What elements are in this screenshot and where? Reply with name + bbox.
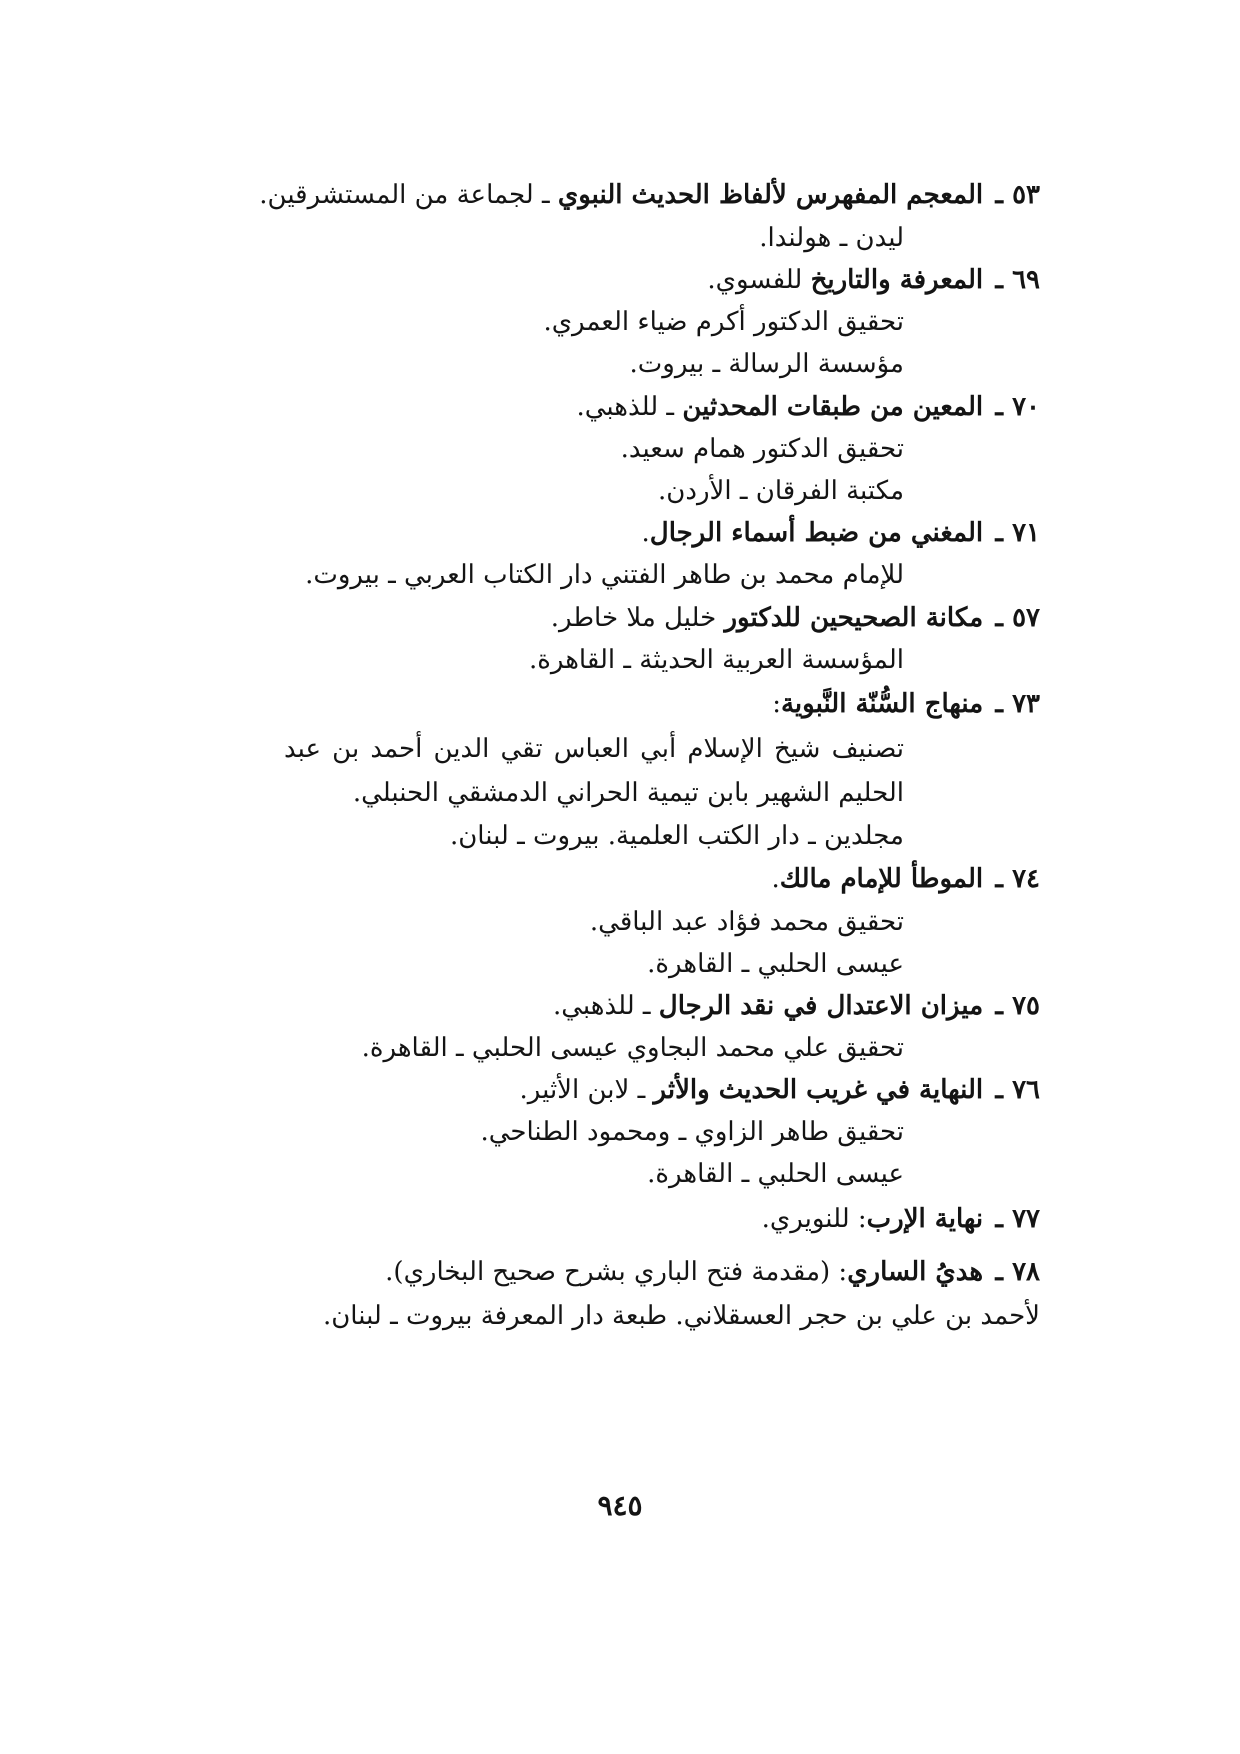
entry-detail: ليدن ـ هولندا. (759, 223, 904, 253)
entry-number: ٧٦ ـ (995, 1075, 1040, 1105)
entry-author: . (771, 864, 780, 894)
entry-detail: الحليم الشهير بابن تيمية الحراني الدمشقي الحنبلي. (352, 778, 904, 808)
entry-detail: المؤسسة العربية الحديثة ـ القاهرة. (528, 645, 904, 675)
entry-title: مكانة الصحيحين للدكتور (724, 603, 984, 633)
entry-number: ٧٠ ـ (995, 392, 1040, 422)
entry-title: منهاج السُّنّة النَّبوية (780, 689, 984, 719)
entry-number: ٧٨ ـ (995, 1257, 1040, 1287)
bibliography-entry-76 (519, 1070, 1040, 1110)
entry-title: الموطأ للإمام مالك (779, 864, 984, 894)
entry-detail: للإمام محمد بن طاهر الفتني دار الكتاب العربي ـ بيروت. (305, 560, 904, 590)
entry-detail: لأحمد بن علي بن حجر العسقلاني. طبعة دار المعرفة بيروت ـ لبنان. (322, 1301, 1040, 1331)
entry-number: ٧٤ ـ (995, 864, 1040, 894)
entry-detail: تصنيف شيخ الإسلام أبي العباس تقي الدين أحمد بن عبد (284, 734, 904, 764)
entry-author: ـ للذهبي. (576, 392, 683, 422)
entry-number: ٧٣ ـ (995, 689, 1040, 719)
entry-author: : (772, 689, 781, 719)
entry-title: نهاية الإرب (866, 1204, 984, 1234)
bibliography-entry-57 (551, 598, 1040, 638)
entry-title: ميزان الاعتدال في نقد الرجال (658, 991, 984, 1021)
bibliography-entry-71 (642, 513, 1040, 553)
entry-title: المعرفة والتاريخ (810, 265, 984, 295)
entry-number: ٥٧ ـ (995, 603, 1040, 633)
entry-author: . (641, 518, 650, 548)
bibliography-entry-70 (576, 387, 1040, 427)
entry-author: للفسوي. (707, 265, 811, 295)
entry-author: ـ لابن الأثير. (519, 1075, 654, 1105)
entry-author: : للنويري. (761, 1204, 867, 1234)
entry-number: ٥٣ ـ (995, 180, 1040, 210)
entry-author: : (مقدمة فتح الباري بشرح صحيح البخاري). (385, 1257, 848, 1287)
entry-detail: مؤسسة الرسالة ـ بيروت. (629, 349, 904, 379)
entry-detail: مجلدين ـ دار الكتب العلمية. بيروت ـ لبنان. (449, 821, 904, 851)
entry-author: ـ للذهبي. (552, 991, 659, 1021)
bibliography-entry-53 (259, 175, 1040, 215)
entry-title: المغني من ضبط أسماء الرجال (649, 518, 984, 548)
entry-number: ٧١ ـ (995, 518, 1040, 548)
entry-detail: تحقيق الدكتور همام سعيد. (620, 434, 904, 464)
entry-title: المعين من طبقات المحدثين (682, 392, 984, 422)
entry-detail: تحقيق الدكتور أكرم ضياء العمري. (543, 307, 904, 337)
bibliography-entry-75 (553, 986, 1040, 1026)
entry-detail: تحقيق محمد فؤاد عبد الباقي. (589, 907, 904, 937)
entry-detail: عيسى الحلبي ـ القاهرة. (647, 949, 904, 979)
entry-number: ٧٥ ـ (995, 991, 1040, 1021)
entry-number: ٧٧ ـ (995, 1204, 1040, 1234)
entry-title: المعجم المفهرس لألفاظ الحديث النبوي (557, 180, 984, 210)
entry-detail: عيسى الحلبي ـ القاهرة. (647, 1159, 904, 1189)
entry-detail: مكتبة الفرقان ـ الأردن. (658, 476, 904, 506)
page-number: ٩٤٥ (597, 1489, 643, 1522)
entry-title: هديُ الساري (847, 1257, 984, 1287)
entry-author: ـ لجماعة من المستشرقين. (259, 180, 558, 210)
entry-number: ٦٩ ـ (995, 265, 1040, 295)
bibliography-entry-73 (772, 684, 1040, 724)
entry-author: خليل ملا خاطر. (550, 603, 725, 633)
entry-title: النهاية في غريب الحديث والأثر (653, 1075, 984, 1105)
bibliography-entry-74 (771, 859, 1040, 899)
bibliography-entry-77 (762, 1199, 1040, 1239)
bibliography-entry-69 (707, 260, 1040, 300)
bibliography-entry-78 (385, 1252, 1040, 1292)
entry-detail: تحقيق علي محمد البجاوي عيسى الحلبي ـ القاهرة. (361, 1033, 904, 1063)
entry-detail: تحقيق طاهر الزاوي ـ ومحمود الطناحي. (480, 1117, 904, 1147)
